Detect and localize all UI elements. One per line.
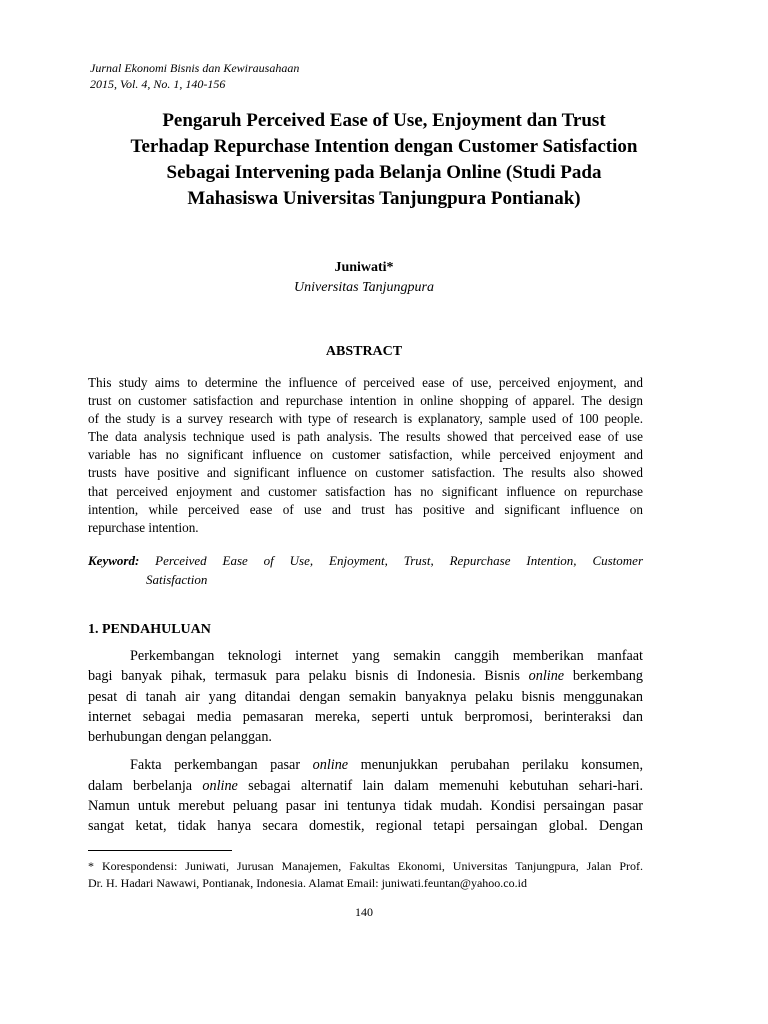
- abstract-heading: ABSTRACT: [325, 344, 403, 359]
- paragraph-line: berhubungan dengan pelanggan.: [88, 729, 272, 746]
- abstract-line: intention, while perceived ease of use and trust has positive and significant influence on: [88, 501, 643, 517]
- paper-title: [84, 108, 684, 212]
- paragraph-line: Perkembangan teknologi internet yang semakin canggih memberikan manfaat: [130, 648, 643, 664]
- title-line: Pengaruh Perceived Ease of Use, Enjoyment dan Trust: [162, 110, 606, 131]
- section-heading: 1. PENDAHULUAN: [88, 622, 211, 637]
- keywords-line: [88, 551, 643, 570]
- keyword: Enjoyment,: [329, 553, 388, 568]
- abstract-line: trusts have positive and significant influence on customer satisfaction. The results also showed: [88, 465, 643, 481]
- abstract-line: variable has no significant influence on customer satisfaction, while perceived enjoyment and: [88, 447, 643, 463]
- abstract-line: repurchase intention.: [88, 519, 199, 535]
- paragraph-line: Namun untuk merebut peluang pasar ini tentunya tidak mudah. Kondisi persaingan pasar: [88, 798, 643, 815]
- paragraph-line: internet sebagai media pemasaran mereka, seperti untuk berpromosi, berinteraksi dan: [88, 708, 643, 725]
- abstract-line: of the study is a survey research with type of research is explanatory, sample used of 100 people.: [88, 411, 643, 427]
- abstract-line: This study aims to determine the influence of perceived ease of use, perceived enjoyment, and: [88, 375, 643, 390]
- paragraph-line: pesat di tanah air yang ditandai dengan semakin banyaknya pelaku bisnis menggunakan: [88, 688, 643, 705]
- abstract-text: [88, 374, 643, 537]
- author-name: Juniwati*: [334, 260, 394, 275]
- keywords-label: Keyword:: [88, 553, 140, 568]
- abstract-line: trust on customer satisfaction and repurchase intention in online shopping of apparel. The design: [88, 393, 643, 409]
- keyword: Intention,: [526, 553, 577, 568]
- title-line: Terhadap Repurchase Intention dengan Customer Satisfaction: [130, 136, 638, 157]
- keyword: Satisfaction: [146, 572, 208, 587]
- keyword: Trust,: [403, 553, 434, 568]
- keyword: Perceived: [155, 553, 207, 568]
- abstract-line: The data analysis technique used is path analysis. The results showed that perceived ease of use: [88, 429, 643, 445]
- footnote: [88, 858, 643, 892]
- paragraph-line: sangat ketat, tidak hanya secara domestik, regional tetapi persaingan global. Dengan: [88, 818, 643, 835]
- page-number: 140: [355, 905, 373, 919]
- emphasis-word: online: [528, 668, 565, 685]
- body-text: [88, 646, 643, 837]
- abstract-line: that perceived enjoyment and customer satisfaction has no significant influence on repurchase: [88, 483, 643, 499]
- keyword: Repurchase: [449, 553, 511, 568]
- author-affiliation: Universitas Tanjungpura: [294, 280, 434, 295]
- journal-reference: [90, 60, 299, 92]
- footnote-line: Dr. H. Hadari Nawawi, Pontianak, Indonesia. Alamat Email: juniwati.feuntan@yahoo.co.id: [88, 876, 527, 890]
- title-line: Sebagai Intervening pada Belanja Online (Studi Pada: [166, 162, 602, 183]
- keywords: [88, 551, 643, 589]
- journal-issue: 2015, Vol. 4, No. 1, 140-156: [90, 77, 226, 91]
- keyword: Ease: [222, 553, 248, 568]
- paragraph-line: bagi banyak pihak, termasuk para pelaku bisnis di Indonesia. Bisnis online berkembang: [88, 668, 643, 685]
- journal-name: Jurnal Ekonomi Bisnis dan Kewirausahaan: [90, 61, 300, 75]
- keyword: Use,: [289, 553, 314, 568]
- emphasis-word: online: [202, 777, 238, 794]
- title-line: Mahasiswa Universitas Tanjungpura Pontianak): [187, 188, 581, 209]
- paragraph-line: Fakta perkembangan pasar online menunjukkan perubahan perilaku konsumen,: [130, 757, 643, 774]
- footnote-line: * Korespondensi: Juniwati, Jurusan Manajemen, Fakultas Ekonomi, Universitas Tanjungpura, Jalan Prof.: [88, 859, 643, 873]
- emphasis-word: online: [312, 757, 349, 774]
- keyword: of: [263, 553, 274, 568]
- footnote-rule: [88, 850, 232, 851]
- keyword: Customer: [592, 553, 643, 568]
- paragraph-line: dalam berbelanja online sebagai alternatif lain dalam memenuhi kebutuhan sehari-hari.: [88, 777, 643, 794]
